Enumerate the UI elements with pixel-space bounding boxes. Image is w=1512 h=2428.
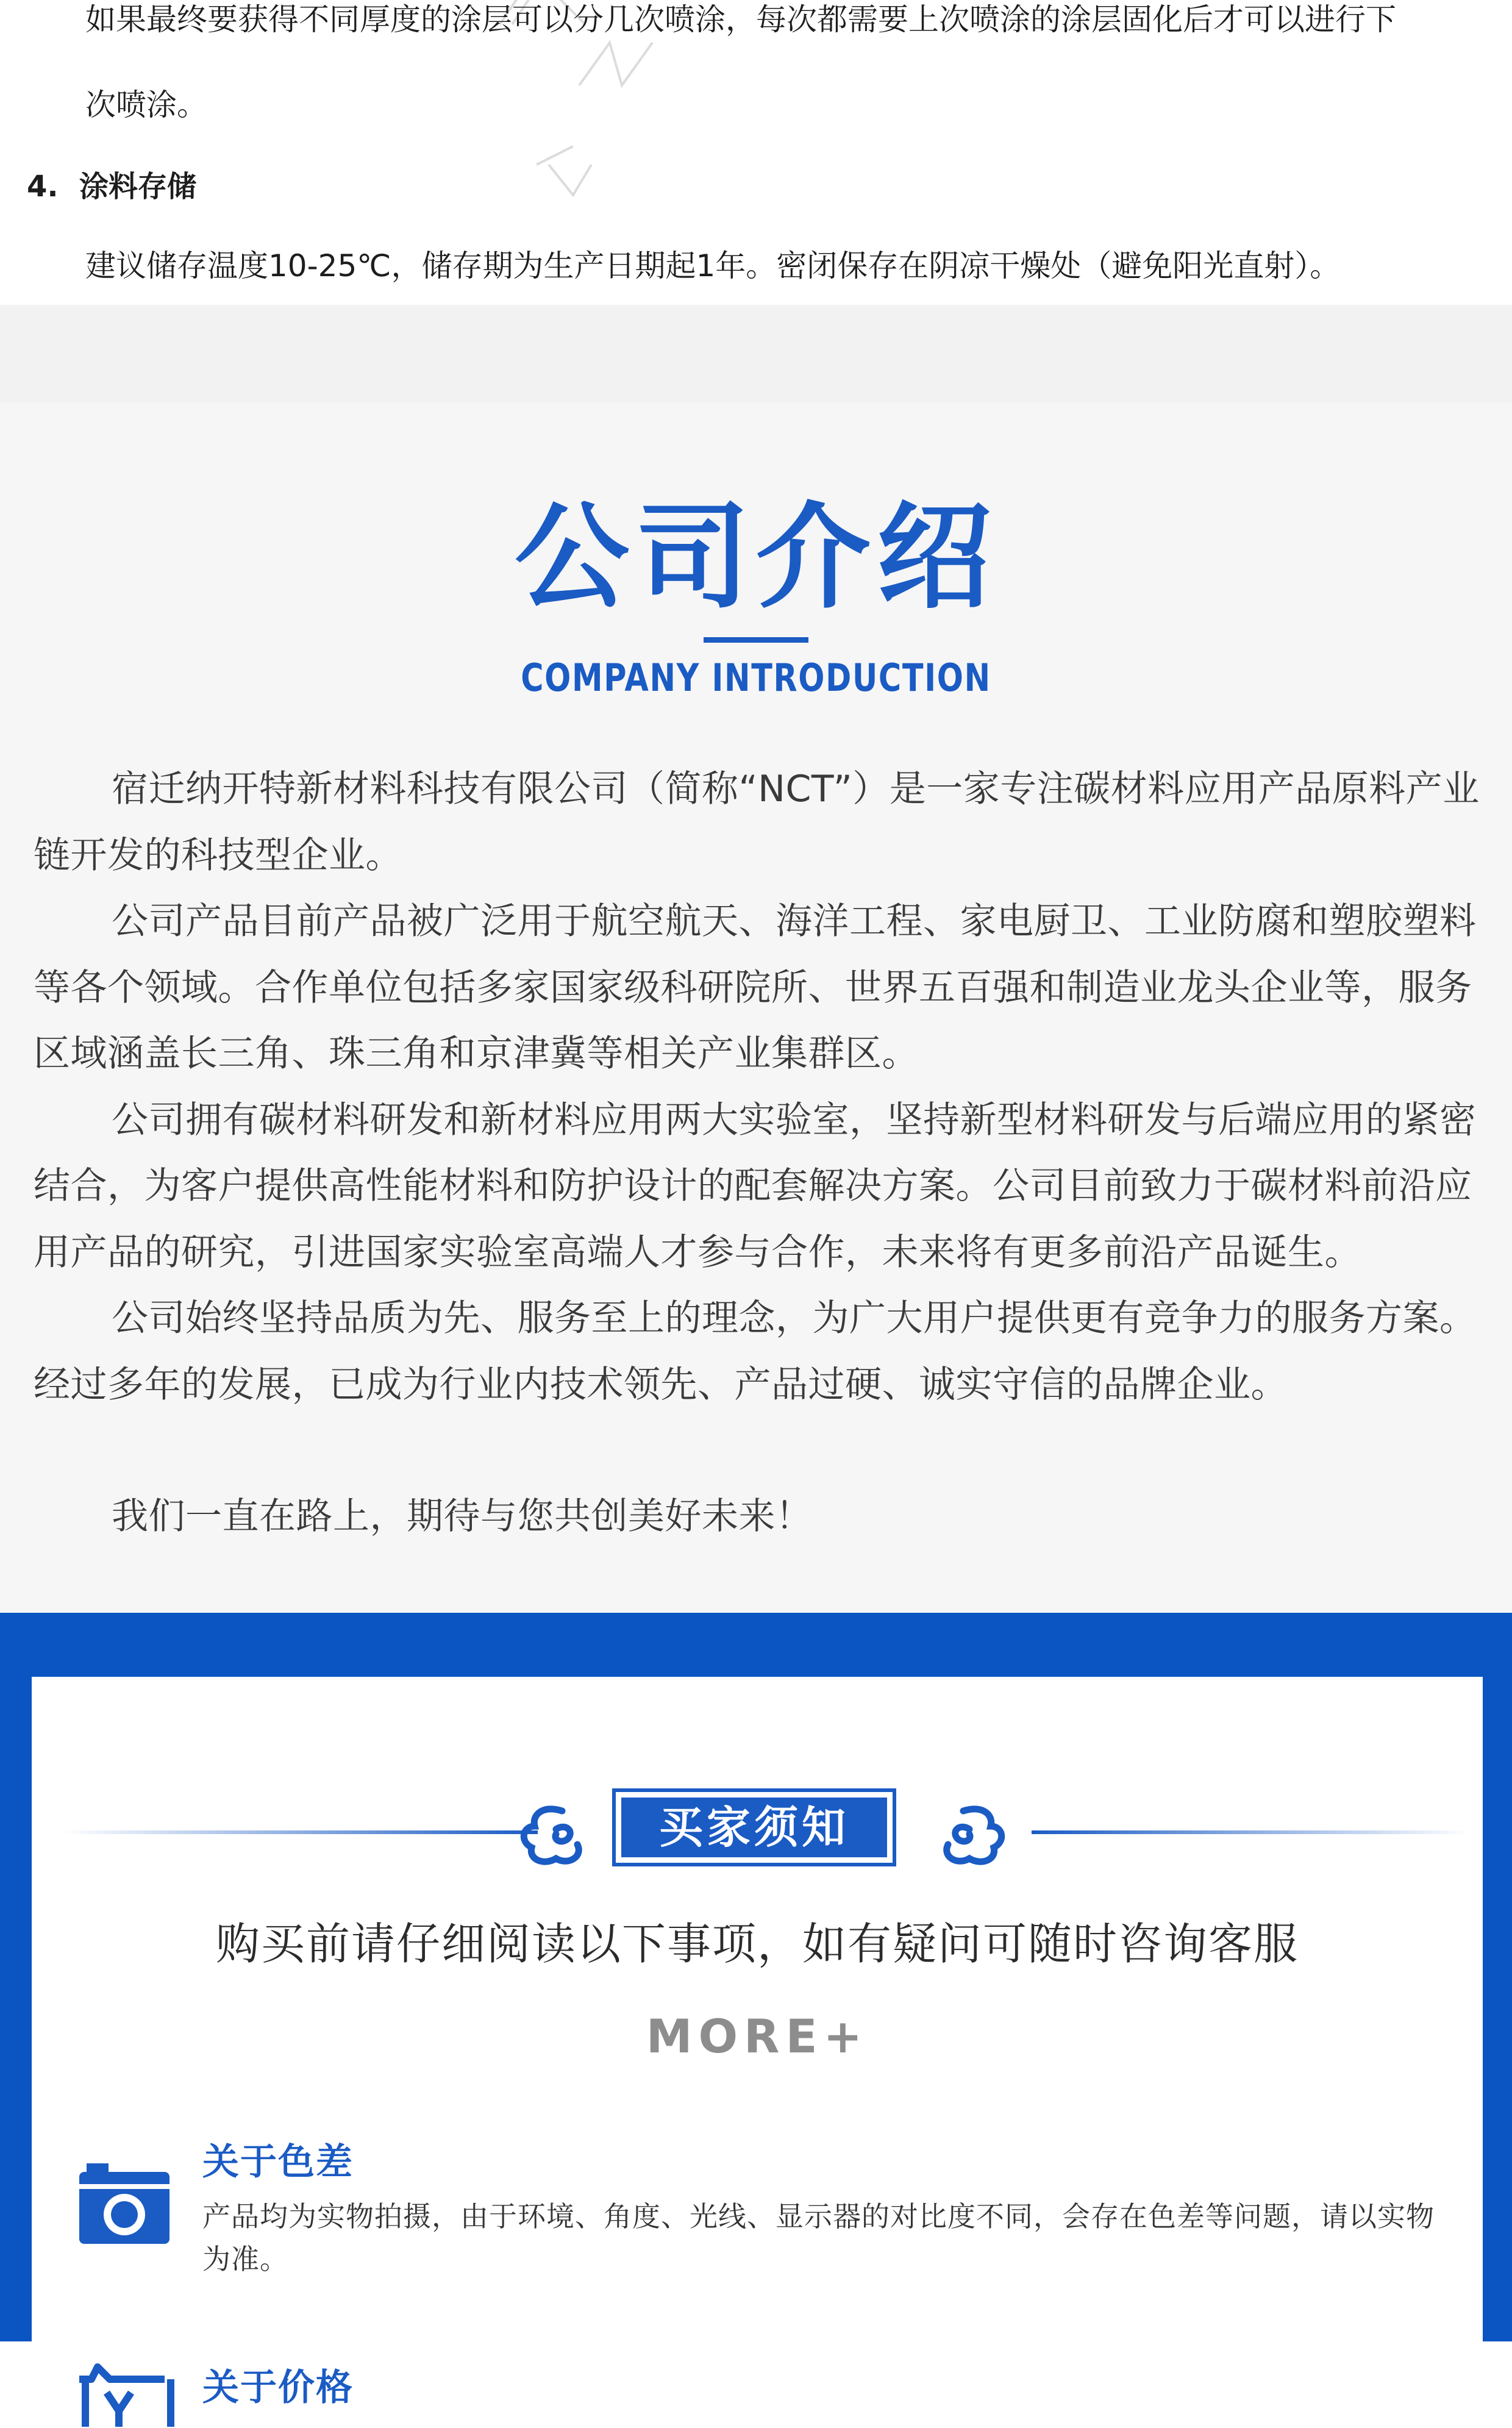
decorative-line [1032,1830,1471,1834]
spec-line: 次喷涂。 [85,87,207,123]
title-underline [704,637,808,643]
price-tag-icon [73,2355,177,2428]
intro-subtitle: COMPANY INTRODUCTION [521,655,991,700]
intro-title: 公司介绍 [515,491,997,624]
more-link[interactable]: MORE+ [646,2009,869,2063]
notice-item-title: 关于色差 [202,2141,354,2183]
cloud-ornament-icon [507,1787,599,1878]
intro-paragraph: 公司始终坚持品质为先、服务至上的理念，为广大用户提供更有竞争力的服务方案。经过多年的发展，已成为行业内技术领先、产品过硬、诚实守信的品牌企业。 [34,1297,1477,1406]
badge-label: 买家须知 [621,1798,887,1857]
spec-line: 建议储存温度10-25℃，储存期为生产日期起1年。密闭保存在阴凉干燥处（避免阳光直射）。 [85,248,1341,284]
cloud-ornament-icon [927,1787,1018,1878]
notice-panel [32,1677,1483,2408]
intro-paragraph: 公司产品目前产品被广泛用于航空航天、海洋工程、家电厨卫、工业防腐和塑胶塑料等各个领域。合作单位包括多家国家级科研院所、世界五百强和制造业龙头企业等，服务区域涵盖长三角、珠三角和京津冀等相关产业集群区。 [34,900,1477,1075]
notice-item-title: 关于价格 [202,2366,354,2409]
spec-section [0,0,1512,305]
heading-number: 4. [27,170,59,204]
intro-paragraph: 宿迁纳开特新材料科技有限公司（简称“NCT”）是一家专注碳材料应用产品原料产业链开发的科技型企业。 [34,768,1480,877]
decorative-line [62,1830,538,1834]
intro-paragraph: 公司拥有碳材料研发和新材料应用两大实验室，坚持新型材料研发与后端应用的紧密结合，为客户提供高性能材料和防护设计的配套解决方案。公司目前致力于碳材料前沿应用产品的研究，引进国家实验室高端人才参与合作，未来将有更多前沿产品诞生。 [34,1098,1477,1274]
buyer-notice-badge [612,1788,896,1866]
camera-icon [76,2158,173,2247]
spec-line: 如果最终要获得不同厚度的涂层可以分几次喷涂，每次都需要上次喷涂的涂层固化后才可以进行下 [85,2,1396,37]
intro-body [34,756,1497,1550]
heading-text: 涂料存储 [79,170,197,204]
notice-item-text: 产品均为实物拍摄，由于环境、角度、光线、显示器的对比度不同，会存在色差等问题，请以实物为准。 [202,2200,1435,2276]
buyer-notice-section [0,1613,1512,2409]
company-intro-section [0,305,1512,1613]
notice-subtitle: 购买前请仔细阅读以下事项，如有疑问可随时咨询客服 [215,1918,1299,1969]
section-divider [0,305,1512,402]
section-heading [27,168,196,205]
intro-closing: 我们一直在路上，期待与您共创美好未来！ [112,1495,813,1538]
